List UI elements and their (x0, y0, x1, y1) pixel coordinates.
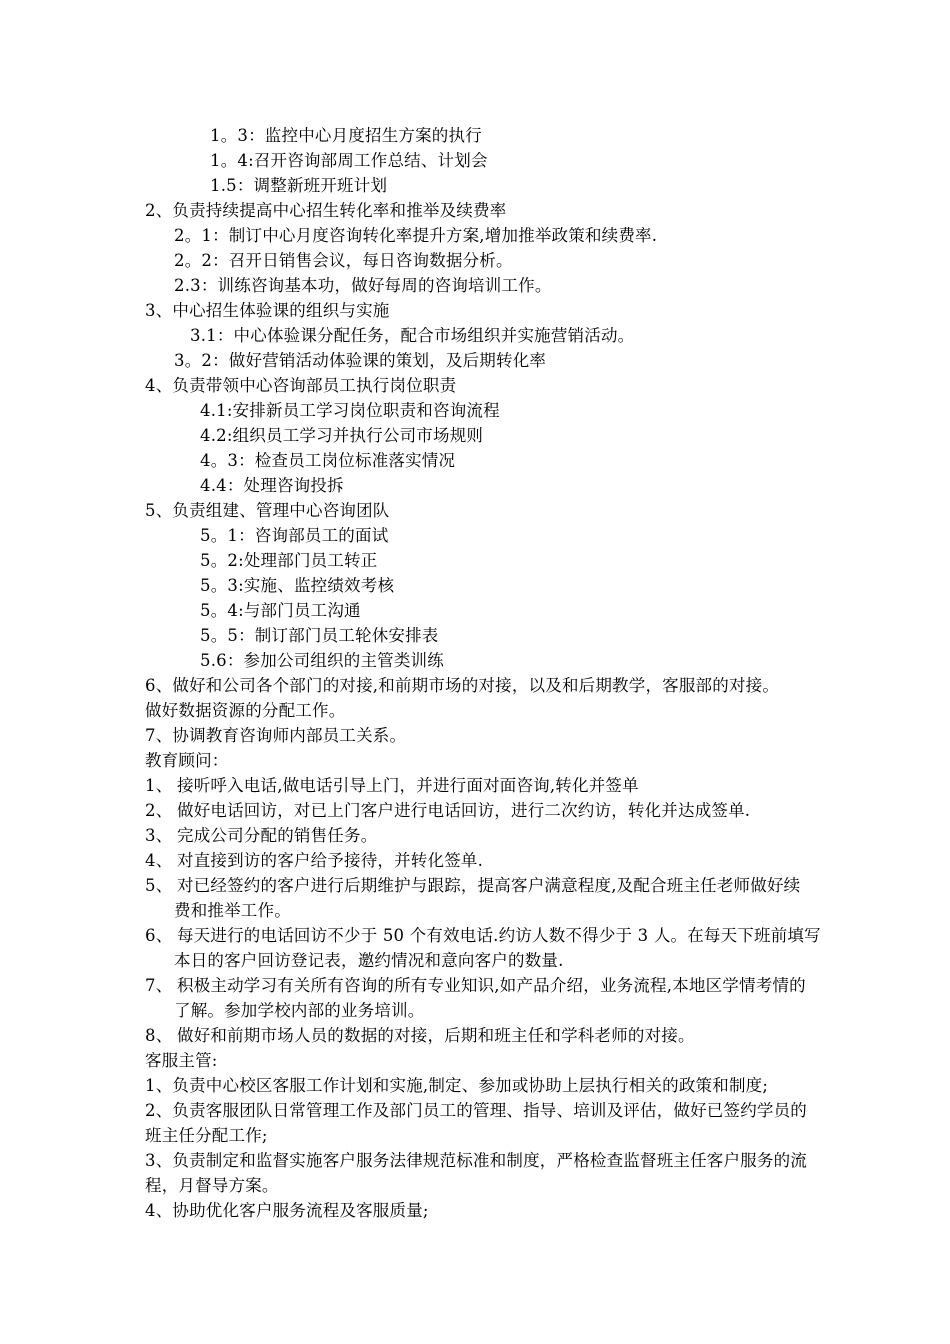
section-5-heading: 5、负责组建、管理中心咨询团队 (145, 501, 390, 520)
item-2-1: 2。1：制订中心月度咨询转化率提升方案,增加推举政策和续费率. (174, 226, 658, 245)
item-5-5: 5。5：制订部门员工轮休安排表 (200, 626, 439, 645)
list-number: 6、 (145, 926, 173, 945)
item-1-5: 1.5：调整新班开班计划 (210, 176, 388, 195)
section-2-heading: 2、负责持续提高中心招生转化率和推举及续费率 (145, 201, 507, 220)
service-line: 程，月督导方案。 (145, 1176, 279, 1195)
service-line: 4、协助优化客户服务流程及客服质量; (145, 1201, 429, 1220)
item-5-4: 5。4:与部门员工沟通 (200, 601, 361, 620)
item-5-3: 5。3:实施、监控绩效考核 (200, 576, 395, 595)
list-number: 2、 (145, 801, 173, 820)
section-7-heading: 7、协调教育咨询师内部员工关系。 (145, 726, 407, 745)
list-text: 做好和前期市场人员的数据的对接，后期和班主任和学科老师的对接。 (177, 1026, 695, 1045)
list-text: 对直接到访的客户给予接待，并转化签单. (177, 851, 484, 870)
service-line: 班主任分配工作; (145, 1126, 268, 1145)
list-number: 8、 (145, 1026, 173, 1045)
list-number: 4、 (145, 851, 173, 870)
item-4-2: 4.2:组织员工学习并执行公司市场规则 (200, 426, 484, 445)
item-3-1: 3.1：中心体验课分配任务，配合市场组织并实施营销活动。 (190, 326, 635, 345)
list-number: 3、 (145, 826, 173, 845)
item-3-2: 3。2：做好营销活动体验课的策划，及后期转化率 (174, 351, 547, 370)
service-line: 2、负责客服团队日常管理工作及部门员工的管理、指导、培训及评估，做好已签约学员的 (145, 1101, 807, 1120)
section-6-continued: 做好数据资源的分配工作。 (145, 701, 346, 720)
list-text: 对已经签约的客户进行后期维护与跟踪，提高客户满意程度,及配合班主任老师做好续 (177, 876, 801, 895)
list-text-continued: 费和推举工作。 (174, 901, 291, 920)
list-text: 做好电话回访，对已上门客户进行电话回访，进行二次约访，转化并达成签单. (177, 801, 751, 820)
item-5-1: 5。1：咨询部员工的面试 (200, 526, 389, 545)
service-title: 客服主管: (145, 1051, 218, 1070)
section-3-heading: 3、中心招生体验课的组织与实施 (145, 301, 390, 320)
item-5-2: 5。2:处理部门员工转正 (200, 551, 378, 570)
consultant-title: 教育顾问： (145, 751, 229, 770)
list-number: 1、 (145, 776, 173, 795)
service-line: 1、负责中心校区客服工作计划和实施,制定、参加或协助上层执行相关的政策和制度; (145, 1076, 769, 1095)
list-number: 5、 (145, 876, 173, 895)
item-4-1: 4.1:安排新员工学习岗位职责和咨询流程 (200, 401, 500, 420)
list-number: 7、 (145, 976, 173, 995)
list-text: 每天进行的电话回访不少于 50 个有效电话.约访人数不得少于 3 人。在每天下班前填写 (177, 926, 821, 945)
item-1-3: 1。3：监控中心月度招生方案的执行 (210, 126, 482, 145)
item-2-2: 2。2：召开日销售会议，每日咨询数据分析。 (174, 251, 513, 270)
list-text: 完成公司分配的销售任务。 (177, 826, 378, 845)
section-4-heading: 4、负责带领中心咨询部员工执行岗位职责 (145, 376, 457, 395)
list-text: 积极主动学习有关所有咨询的所有专业知识,如产品介绍，业务流程,本地区学情考情的 (177, 976, 806, 995)
item-5-6: 5.6：参加公司组织的主管类训练 (200, 651, 444, 670)
item-1-4: 1。4:召开咨询部周工作总结、计划会 (210, 151, 488, 170)
item-4-4: 4.4：处理咨询投拆 (200, 476, 344, 495)
section-6-heading: 6、做好和公司各个部门的对接,和前期市场的对接，以及和后期教学，客服部的对接。 (145, 676, 780, 695)
item-2-3: 2.3：训练咨询基本功，做好每周的咨询培训工作。 (174, 276, 552, 295)
service-line: 3、负责制定和监督实施客户服务法律规范标准和制度，严格检查监督班主任客户服务的流 (145, 1151, 807, 1170)
list-text-continued: 本日的客户回访登记表，邀约情况和意向客户的数量. (174, 951, 564, 970)
item-4-3: 4。3：检查员工岗位标准落实情况 (200, 451, 456, 470)
list-text-continued: 了解。参加学校内部的业务培训。 (174, 1001, 425, 1020)
list-text: 接听呼入电话,做电话引导上门，并进行面对面咨询,转化并签单 (177, 776, 639, 795)
